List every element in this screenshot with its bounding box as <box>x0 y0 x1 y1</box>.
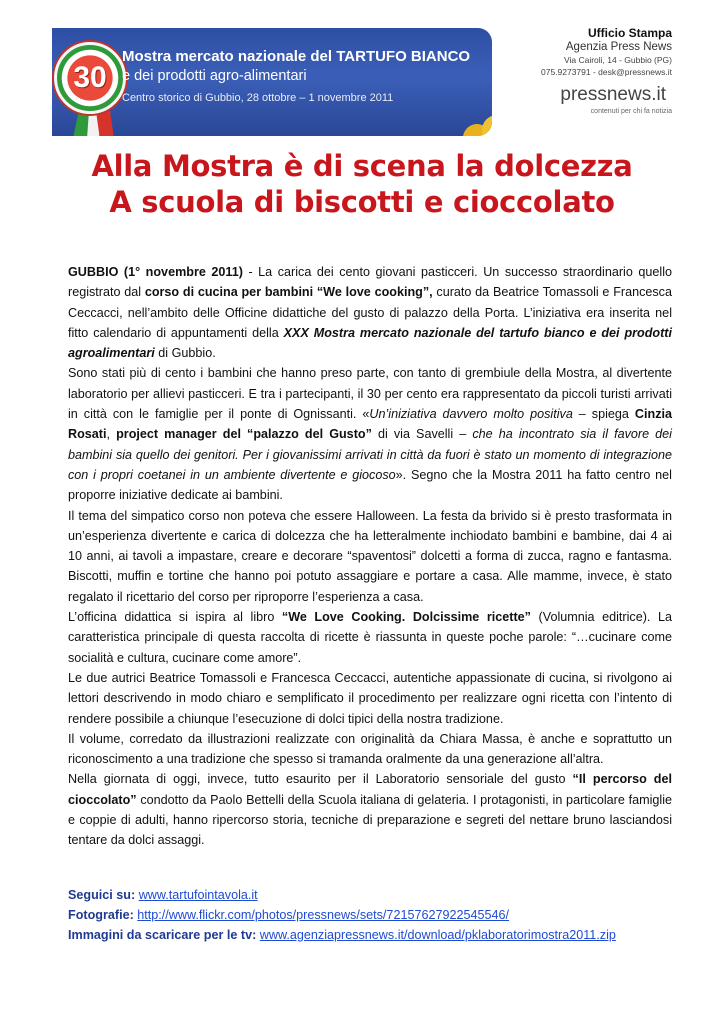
tv-link[interactable]: www.agenziapressnews.it/download/pklaboratorimostra2011.zip <box>259 928 616 942</box>
text-span: (Volumnia editrice). La caratteristica principale di questa raccolta di ricette è riassunta in queste poche parole: “…cucinare come socialità e cultura, cucinare come amore”. <box>68 610 672 665</box>
pressnews-tagline: contenuti per chi fa notizia <box>590 108 672 115</box>
follow-label: Seguici su: <box>68 888 136 902</box>
course-name: corso di cucina per bambini “We love cooking”, <box>144 285 433 300</box>
footer-links <box>68 885 688 945</box>
banner-subtitle: e dei prodotti agro-alimentari <box>122 68 307 84</box>
text-span: ». Segno che la Mostra 2011 ha fatto centro nel proporre iniziative dedicate ai bambini. <box>68 467 672 503</box>
text-span: di via Savelli – <box>371 427 473 442</box>
text-span: di Gubbio. <box>154 346 216 361</box>
photos-label: Fotografie: <box>68 908 134 922</box>
headline <box>0 148 724 220</box>
follow-link[interactable]: www.tartufointavola.it <box>138 888 258 902</box>
banner-place-dates: Centro storico di Gubbio, 28 ottobre – 1 novembre 2011 <box>122 92 394 104</box>
article-body <box>68 262 672 851</box>
paragraph-4 <box>68 607 672 668</box>
text-span: condotto da Paolo Bettelli della Scuola italiana di gelateria. I protagonisti, in particolare famiglie e coppie di adulti, hanno ripercorso storia, tecniche di preparazione e segreti del nettare bruno lasciandosi tentare da dolci assaggi. <box>68 792 672 848</box>
truffles-illustration <box>457 86 492 136</box>
text-span: - La carica dei cento giovani pasticceri. Un successo straordinario quello registrato dal <box>68 265 673 300</box>
badge-number: 30 <box>73 61 107 94</box>
pressnews-logo: pressnews.it <box>560 84 666 105</box>
footer-tv <box>68 925 688 945</box>
agency-name: Agenzia Press News <box>565 41 672 53</box>
event-name: XXX Mostra mercato nazionale del tartufo bianco e dei prodotti agroalimentari <box>68 325 672 361</box>
text-span: L’officina didattica si ispira al libro <box>68 610 282 625</box>
banner-title: Mostra mercato nazionale del TARTUFO BIANCO <box>122 48 471 65</box>
paragraph-5: Le due autrici Beatrice Tomassoli e Francesca Ceccacci, autentiche appassionate di cucina, si rivolgono ai lettori descrivendo in modo chiaro e semplificato il procedimento per realizzare ogni ricetta con l’intento di rendere possibile a chiunque l’esecuzione di dolci tipici della nostra tradizione. <box>68 670 672 726</box>
press-office-title: Ufficio Stampa <box>587 26 672 40</box>
agency-contacts: 075.9273791 - desk@pressnews.it <box>540 67 672 77</box>
agency-address: Via Cairoli, 14 - Gubbio (PG) <box>563 55 672 65</box>
paragraph-6: Il volume, corredato da illustrazioni realizzate con originalità da Chiara Massa, è anche e soprattutto un riconoscimento a una tradizione che spesso si tramanda oralmente da una generazione all’altra. <box>68 731 672 767</box>
photos-link[interactable]: http://www.flickr.com/photos/pressnews/sets/72157627922545546/ <box>137 908 510 922</box>
person-name: Cinzia Rosati <box>68 407 672 442</box>
quote-italic: che ha incontrato sia il favore dei bambini sia quello dei genitori. Per i giovanissimi arrivati in città da fuori è stato un momento di integrazione con i propri coetanei in un ambiente divertente e giocoso <box>68 427 672 482</box>
quote-italic: Un’iniziativa davvero molto positiva <box>369 407 573 422</box>
text-span: Nella giornata di oggi, invece, tutto esaurito per il Laboratorio sensoriale del gusto <box>68 772 573 787</box>
text-span: curato da Beatrice Tomassoli e Francesca Ceccacci, nell’ambito delle Officine didattiche del gusto di palazzo della Porta. L’iniziativa era inserita nel fitto calendario di appuntamenti della <box>68 285 672 340</box>
tv-label: Immagini da scaricare per le tv: <box>68 928 257 942</box>
paragraph-7 <box>68 769 672 850</box>
footer-photos <box>68 905 688 925</box>
dateline: GUBBIO (1° novembre 2011) <box>68 265 243 279</box>
press-office-block <box>522 26 672 77</box>
text-span: – spiega <box>572 407 635 422</box>
anniversary-badge <box>54 42 126 114</box>
headline-line-1: Alla Mostra è di scena la dolcezza <box>91 149 633 183</box>
text-span: Sono stati più di cento i bambini che hanno preso parte, con tanto di grembiule della Mostra, al divertente laboratorio per allievi pasticceri. E tra i partecipanti, il 30 per cento era rappresentato da piccoli turisti arrivati in città con le famiglie per il ponte di Ognissanti. « <box>68 366 672 422</box>
event-banner <box>52 28 492 136</box>
paragraph-3: Il tema del simpatico corso non poteva che essere Halloween. La festa da brivido si è presto trasformata in un’esperienza divertente e carica di dolcezza che ha letteralmente inchiodato bambini e bambine, dai 4 ai 10 anni, ai tavoli a impastare, creare e decorare “spaventosi” dolcetti a forma di zucca, ragno e fantasma. Biscotti, muffin e tortine che hanno poi potuto assaggiare e portare a casa. Alle mamme, invece, è stato regalato il ricettario del corso per riproporre l’esperienza a casa. <box>68 508 672 604</box>
book-title: “We Love Cooking. Dolcissime ricette” <box>281 610 531 625</box>
workshop-name: “Il percorso del cioccolato” <box>68 772 673 807</box>
headline-line-2: A scuola di biscotti e cioccolato <box>109 185 615 219</box>
footer-follow <box>68 885 688 905</box>
person-role: project manager del “palazzo del Gusto” <box>116 427 372 442</box>
paragraph-2 <box>68 363 672 505</box>
paragraph-1 <box>68 262 672 363</box>
text-span: , <box>106 427 117 442</box>
